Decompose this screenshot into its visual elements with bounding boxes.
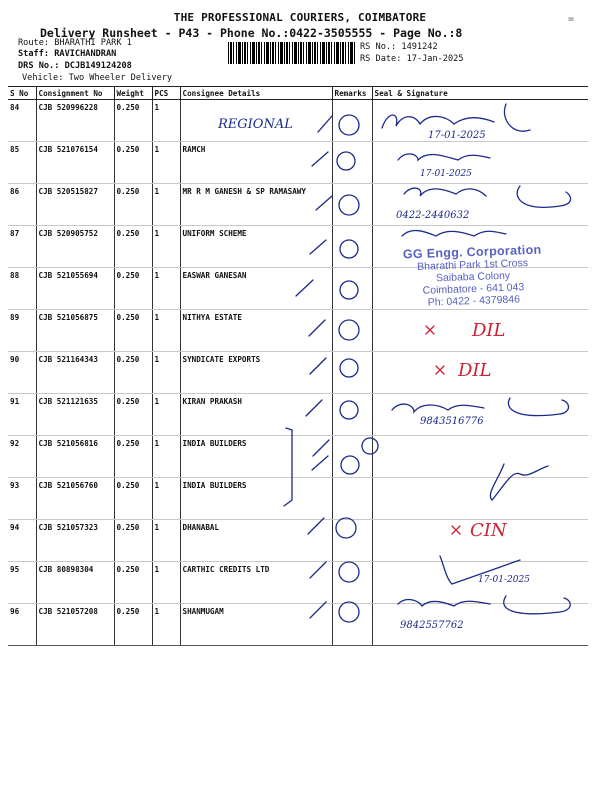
company-stamp bbox=[367, 241, 579, 310]
cell-sno: 93 bbox=[8, 478, 36, 520]
stamp-line-4: Coimbatore - 641 043 bbox=[422, 281, 525, 297]
barcode bbox=[228, 42, 356, 64]
cell-remarks bbox=[332, 436, 372, 478]
table-row bbox=[8, 100, 588, 142]
cell-pcs: 1 bbox=[152, 268, 180, 310]
cell-pcs: 1 bbox=[152, 352, 180, 394]
table-row bbox=[8, 142, 588, 184]
route-line bbox=[18, 38, 132, 48]
cell-sno: 91 bbox=[8, 394, 36, 436]
runsheet-table bbox=[8, 86, 588, 646]
cell-consignee: NITHYA ESTATE bbox=[180, 310, 332, 352]
cell-seal bbox=[372, 184, 588, 226]
col-remarks: Remarks bbox=[332, 87, 372, 100]
cell-consignment: CJB 521121635 bbox=[36, 394, 114, 436]
cell-pcs: 1 bbox=[152, 184, 180, 226]
col-weight: Weight bbox=[114, 87, 152, 100]
cell-consignment: CJB 521164343 bbox=[36, 352, 114, 394]
handwriting-r91-phone: 9843516776 bbox=[420, 416, 484, 427]
staff-label: Staff: bbox=[18, 49, 50, 59]
cell-consignee: INDIA BUILDERS bbox=[180, 436, 332, 478]
runsheet-subtitle: Delivery Runsheet - P43 - Phone No.:0422-3505555 - Page No.:8 bbox=[40, 26, 463, 40]
cell-sno: 88 bbox=[8, 268, 36, 310]
handwriting-r96-phone: 9842557762 bbox=[400, 620, 464, 631]
cell-seal bbox=[372, 394, 588, 436]
rs-date-line bbox=[360, 54, 464, 64]
rs-no-label: RS No.: bbox=[360, 42, 397, 52]
cell-pcs: 1 bbox=[152, 520, 180, 562]
col-sno: S No bbox=[8, 87, 36, 100]
cell-weight: 0.250 bbox=[114, 226, 152, 268]
staff-line bbox=[18, 49, 116, 59]
cell-weight: 0.250 bbox=[114, 142, 152, 184]
vehicle-line bbox=[22, 73, 172, 83]
table-row bbox=[8, 352, 588, 394]
route-value: BHARATHI PARK 1 bbox=[54, 38, 132, 48]
cell-consignment: CJB 521055694 bbox=[36, 268, 114, 310]
cell-sno: 95 bbox=[8, 562, 36, 604]
cell-weight: 0.250 bbox=[114, 604, 152, 646]
cell-weight: 0.250 bbox=[114, 520, 152, 562]
cell-seal bbox=[372, 478, 588, 520]
stamp-line-3: Saibaba Colony bbox=[435, 269, 511, 285]
cell-consignment: CJB 521056875 bbox=[36, 310, 114, 352]
cell-remarks bbox=[332, 142, 372, 184]
cell-weight: 0.250 bbox=[114, 268, 152, 310]
col-pcs: PCS bbox=[152, 87, 180, 100]
cell-sno: 92 bbox=[8, 436, 36, 478]
cell-consignee: RAMCH bbox=[180, 142, 332, 184]
cell-weight: 0.250 bbox=[114, 100, 152, 142]
cell-pcs: 1 bbox=[152, 436, 180, 478]
handwriting-r85-date: 17-01-2025 bbox=[420, 169, 472, 179]
cell-remarks bbox=[332, 604, 372, 646]
corner-mark: = bbox=[568, 14, 575, 25]
rs-date-label: RS Date: bbox=[360, 54, 402, 64]
cell-weight: 0.250 bbox=[114, 562, 152, 604]
cell-sno: 96 bbox=[8, 604, 36, 646]
cell-seal bbox=[372, 562, 588, 604]
cell-sno: 89 bbox=[8, 310, 36, 352]
cell-consignment: CJB 520905752 bbox=[36, 226, 114, 268]
handwriting-r90-note: DIL bbox=[458, 360, 492, 381]
cell-remarks bbox=[332, 100, 372, 142]
cell-sno: 87 bbox=[8, 226, 36, 268]
cell-sno: 90 bbox=[8, 352, 36, 394]
cell-consignee: KIRAN PRAKASH bbox=[180, 394, 332, 436]
cell-consignment: CJB 521056760 bbox=[36, 478, 114, 520]
cell-seal bbox=[372, 100, 588, 142]
cell-remarks bbox=[332, 268, 372, 310]
cell-consignment: CJB 521057208 bbox=[36, 604, 114, 646]
cell-pcs: 1 bbox=[152, 394, 180, 436]
staff-value: RAVICHANDRAN bbox=[54, 49, 117, 59]
table-row bbox=[8, 478, 588, 520]
table-row bbox=[8, 184, 588, 226]
cell-consignment: CJB 521076154 bbox=[36, 142, 114, 184]
cell-remarks bbox=[332, 184, 372, 226]
cell-pcs: 1 bbox=[152, 478, 180, 520]
table-row bbox=[8, 436, 588, 478]
cell-remarks bbox=[332, 226, 372, 268]
cell-consignment: CJB 520515827 bbox=[36, 184, 114, 226]
table-row bbox=[8, 310, 588, 352]
drs-line bbox=[18, 61, 132, 71]
cell-consignee: INDIA BUILDERS bbox=[180, 478, 332, 520]
vehicle-label: Vehicle: bbox=[22, 73, 64, 83]
col-seal: Seal & Signature bbox=[372, 87, 588, 100]
stamp-line-1: GG Engg. Corporation bbox=[402, 242, 542, 262]
stamp-line-2: Bharathi Park 1st Cross bbox=[416, 257, 529, 273]
cell-weight: 0.250 bbox=[114, 478, 152, 520]
table-row bbox=[8, 394, 588, 436]
cell-consignee: UNIFORM SCHEME bbox=[180, 226, 332, 268]
cell-weight: 0.250 bbox=[114, 184, 152, 226]
handwriting-r84-date: 17-01-2025 bbox=[428, 130, 486, 141]
cell-pcs: 1 bbox=[152, 604, 180, 646]
cell-sno: 84 bbox=[8, 100, 36, 142]
cell-consignee: EASWAR GANESAN bbox=[180, 268, 332, 310]
cell-consignment: CJB 80898304 bbox=[36, 562, 114, 604]
cell-pcs: 1 bbox=[152, 142, 180, 184]
cell-remarks bbox=[332, 352, 372, 394]
cell-consignee: DHANABAL bbox=[180, 520, 332, 562]
handwriting-r94-note: CIN bbox=[470, 520, 507, 541]
cell-remarks bbox=[332, 394, 372, 436]
cell-weight: 0.250 bbox=[114, 436, 152, 478]
cell-sno: 94 bbox=[8, 520, 36, 562]
rs-no-value: 1491242 bbox=[401, 42, 438, 52]
drs-label: DRS No.: bbox=[18, 61, 60, 71]
vehicle-value: Two Wheeler Delivery bbox=[68, 73, 173, 83]
cell-remarks bbox=[332, 562, 372, 604]
table-row bbox=[8, 604, 588, 646]
drs-value: DCJB149124208 bbox=[64, 61, 132, 71]
cell-seal bbox=[372, 310, 588, 352]
handwriting-r84-name: REGIONAL bbox=[218, 117, 293, 132]
table-header-row bbox=[8, 87, 588, 100]
cell-seal bbox=[372, 142, 588, 184]
cell-sno: 85 bbox=[8, 142, 36, 184]
cell-consignee: SYNDICATE EXPORTS bbox=[180, 352, 332, 394]
handwriting-r89-note: DIL bbox=[472, 320, 506, 341]
cell-seal bbox=[372, 520, 588, 562]
company-title: THE PROFESSIONAL COURIERS, COIMBATORE bbox=[173, 11, 427, 24]
cell-seal bbox=[372, 436, 588, 478]
cell-consignee: SHANMUGAM bbox=[180, 604, 332, 646]
rs-date-value: 17-Jan-2025 bbox=[406, 54, 464, 64]
cell-remarks bbox=[332, 478, 372, 520]
route-label: Route: bbox=[18, 38, 50, 48]
stamp-line-5: Ph: 0422 - 4379846 bbox=[427, 293, 521, 309]
cell-consignment: CJB 521057323 bbox=[36, 520, 114, 562]
rs-no-line bbox=[360, 42, 438, 52]
handwriting-r95-date: 17-01-2025 bbox=[478, 575, 530, 585]
cell-pcs: 1 bbox=[152, 100, 180, 142]
cell-weight: 0.250 bbox=[114, 394, 152, 436]
cell-consignment: CJB 521056816 bbox=[36, 436, 114, 478]
cell-remarks bbox=[332, 520, 372, 562]
table-row bbox=[8, 562, 588, 604]
col-consignment: Consignment No bbox=[36, 87, 114, 100]
cell-consignment: CJB 520996228 bbox=[36, 100, 114, 142]
cell-pcs: 1 bbox=[152, 310, 180, 352]
cell-seal bbox=[372, 352, 588, 394]
cell-consignee: MR R M GANESH & SP RAMASAWY bbox=[180, 184, 332, 226]
cell-weight: 0.250 bbox=[114, 310, 152, 352]
cell-weight: 0.250 bbox=[114, 352, 152, 394]
cell-consignee bbox=[180, 100, 332, 142]
cell-consignee: CARTHIC CREDITS LTD bbox=[180, 562, 332, 604]
cell-seal bbox=[372, 604, 588, 646]
cell-remarks bbox=[332, 310, 372, 352]
handwriting-r86-phone: 0422-2440632 bbox=[396, 210, 470, 221]
cell-pcs: 1 bbox=[152, 226, 180, 268]
col-consignee: Consignee Details bbox=[180, 87, 332, 100]
cell-sno: 86 bbox=[8, 184, 36, 226]
cell-pcs: 1 bbox=[152, 562, 180, 604]
table-row bbox=[8, 520, 588, 562]
